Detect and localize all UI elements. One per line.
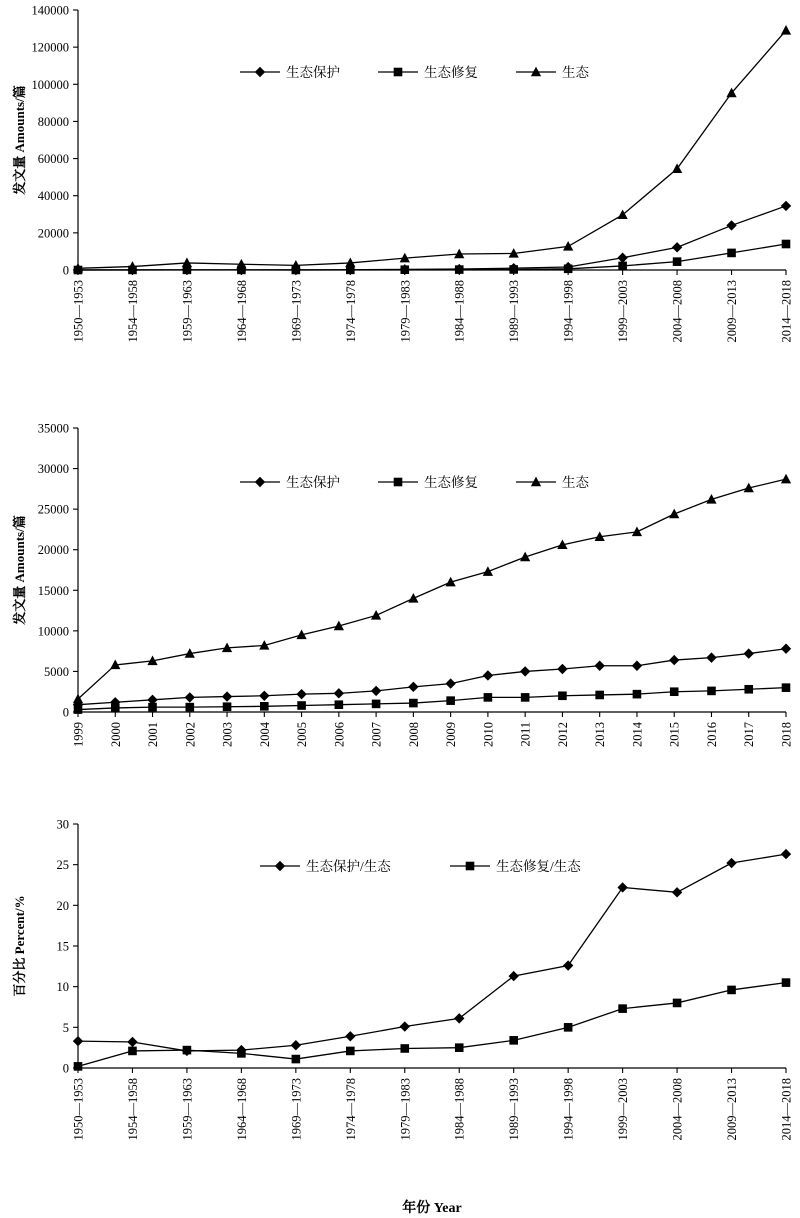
y-tick-label: 30000 bbox=[37, 462, 69, 477]
y-tick-label: 60000 bbox=[37, 152, 69, 167]
series-1-point bbox=[334, 688, 344, 698]
x-tick-label: 2014—2018 bbox=[779, 1078, 794, 1141]
series-2-point bbox=[292, 1055, 301, 1064]
x-tick-label: 1964—1968 bbox=[234, 1078, 249, 1141]
y-tick-label: 5000 bbox=[44, 664, 69, 679]
x-tick-label: 2012 bbox=[555, 722, 570, 747]
y-tick-label: 25 bbox=[56, 858, 69, 873]
series-1-point bbox=[520, 666, 530, 676]
series-2-point bbox=[260, 702, 269, 711]
series-2-point bbox=[74, 705, 83, 714]
x-tick-label: 1950—1953 bbox=[71, 280, 86, 343]
series-3-point bbox=[781, 474, 791, 484]
series-2-point bbox=[558, 691, 567, 700]
y-tick-label: 20000 bbox=[37, 226, 69, 241]
y-tick-label: 15 bbox=[56, 939, 69, 954]
y-tick-label: 15000 bbox=[37, 583, 69, 598]
x-tick-label: 2009 bbox=[444, 722, 459, 747]
series-2-point bbox=[782, 978, 791, 987]
legend-label-1: 生态保护 bbox=[286, 475, 340, 490]
x-tick-label: 2009—2013 bbox=[725, 280, 740, 343]
x-tick-label: 1984—1988 bbox=[452, 280, 467, 343]
x-tick-label: 1954—1958 bbox=[125, 1078, 140, 1141]
series-1-point bbox=[291, 1040, 301, 1050]
x-tick-label: 2005 bbox=[295, 722, 310, 747]
series-2-point bbox=[618, 1004, 627, 1013]
legend-marker-1 bbox=[255, 67, 265, 77]
series-1-point bbox=[127, 1037, 137, 1047]
series-2-point bbox=[455, 1043, 464, 1052]
x-tick-label: 2008 bbox=[406, 722, 421, 747]
x-tick-label: 2003 bbox=[220, 722, 235, 747]
series-1-point bbox=[296, 689, 306, 699]
chart-a-svg bbox=[0, 0, 800, 410]
legend-marker-2 bbox=[394, 68, 403, 77]
series-2-point bbox=[185, 703, 194, 712]
x-tick-label: 2006 bbox=[332, 722, 347, 747]
legend-label-1: 生态保护 bbox=[286, 65, 340, 80]
x-tick-label: 1974—1978 bbox=[343, 280, 358, 343]
series-2-point bbox=[400, 1044, 409, 1053]
series-line-3 bbox=[78, 479, 786, 699]
x-tick-label: 2017 bbox=[742, 722, 757, 747]
series-1-point bbox=[726, 858, 736, 868]
series-2-point bbox=[509, 1036, 518, 1045]
y-tick-label: 10 bbox=[56, 980, 69, 995]
series-2-point bbox=[446, 696, 455, 705]
x-tick-label: 2001 bbox=[146, 722, 161, 747]
x-tick-label: 2014 bbox=[630, 722, 645, 747]
series-3-point bbox=[182, 258, 192, 268]
chart-panel-a bbox=[0, 0, 800, 410]
series-2-point bbox=[782, 240, 791, 249]
legend-label-3: 生态 bbox=[562, 475, 589, 490]
series-1-point bbox=[617, 253, 627, 263]
x-tick-label: 2000 bbox=[108, 722, 123, 747]
y-tick-label: 40000 bbox=[37, 189, 69, 204]
x-tick-label: 2004 bbox=[257, 722, 272, 747]
series-1-point bbox=[73, 1036, 83, 1046]
series-line-1 bbox=[78, 649, 786, 705]
y-tick-label: 25000 bbox=[37, 502, 69, 517]
legend-marker-1 bbox=[255, 477, 265, 487]
series-2-point bbox=[297, 701, 306, 710]
series-1-point bbox=[672, 887, 682, 897]
y-tick-label: 35000 bbox=[37, 421, 69, 436]
x-tick-label: 2018 bbox=[779, 722, 794, 747]
series-2-point bbox=[782, 683, 791, 692]
x-tick-label: 2013 bbox=[593, 722, 608, 747]
series-2-point bbox=[673, 999, 682, 1008]
y-tick-label: 30 bbox=[56, 817, 69, 832]
x-tick-label: 2011 bbox=[518, 722, 533, 747]
x-tick-label: 1989—1993 bbox=[507, 280, 522, 343]
y-tick-label: 20 bbox=[56, 898, 69, 913]
x-tick-label: 2014—2018 bbox=[779, 280, 794, 343]
legend-label-3: 生态 bbox=[562, 65, 589, 80]
series-1-point bbox=[781, 849, 791, 859]
series-1-point bbox=[706, 652, 716, 662]
series-1-point bbox=[632, 661, 642, 671]
x-tick-label: 1999—2003 bbox=[616, 280, 631, 343]
series-2-point bbox=[670, 687, 679, 696]
series-2-point bbox=[707, 687, 716, 696]
series-2-point bbox=[223, 702, 232, 711]
y-tick-label: 100000 bbox=[31, 77, 69, 92]
x-tick-label: 2007 bbox=[369, 722, 384, 747]
x-tick-label: 2015 bbox=[667, 722, 682, 747]
series-1-point bbox=[259, 691, 269, 701]
series-1-point bbox=[781, 201, 791, 211]
series-2-point bbox=[409, 699, 418, 708]
x-tick-label: 1954—1958 bbox=[125, 280, 140, 343]
series-2-point bbox=[237, 1049, 246, 1058]
chart-c-svg bbox=[0, 810, 800, 1218]
series-2-point bbox=[744, 685, 753, 694]
series-2-point bbox=[727, 249, 736, 258]
series-1-point bbox=[781, 644, 791, 654]
x-axis-title: 年份 Year bbox=[402, 1201, 462, 1216]
y-tick-label: 5 bbox=[62, 1020, 69, 1035]
series-2-point bbox=[673, 257, 682, 266]
y-tick-label: 20000 bbox=[37, 543, 69, 558]
x-tick-label: 1959—1963 bbox=[180, 1078, 195, 1141]
y-axis-title: 发文量 Amounts/篇 bbox=[12, 85, 27, 195]
legend-label-1: 生态保护/生态 bbox=[306, 859, 391, 874]
x-tick-label: 2016 bbox=[704, 722, 719, 747]
series-1-point bbox=[445, 678, 455, 688]
series-line-1 bbox=[78, 854, 786, 1051]
x-tick-label: 1979—1983 bbox=[398, 280, 413, 343]
y-tick-label: 0 bbox=[62, 705, 69, 720]
x-tick-label: 2004—2008 bbox=[670, 280, 685, 343]
series-2-point bbox=[595, 691, 604, 700]
x-tick-label: 1969—1973 bbox=[289, 1078, 304, 1141]
series-1-point bbox=[726, 220, 736, 230]
x-tick-label: 1974—1978 bbox=[343, 1078, 358, 1141]
series-1-point bbox=[222, 691, 232, 701]
x-tick-label: 2002 bbox=[183, 722, 198, 747]
series-2-point bbox=[400, 265, 409, 274]
series-2-point bbox=[148, 703, 157, 712]
x-tick-label: 1964—1968 bbox=[234, 280, 249, 343]
series-1-point bbox=[563, 960, 573, 970]
y-axis-title: 发文量 Amounts/篇 bbox=[12, 515, 27, 625]
series-2-point bbox=[727, 986, 736, 995]
series-2-point bbox=[111, 704, 120, 713]
series-2-point bbox=[335, 700, 344, 709]
series-1-point bbox=[345, 1031, 355, 1041]
series-2-point bbox=[74, 1062, 83, 1071]
series-1-point bbox=[617, 882, 627, 892]
series-1-point bbox=[557, 664, 567, 674]
y-tick-label: 120000 bbox=[31, 40, 69, 55]
series-2-point bbox=[521, 693, 530, 702]
chart-panel-c bbox=[0, 810, 800, 1218]
series-2-point bbox=[618, 262, 627, 271]
legend-label-2: 生态修复/生态 bbox=[496, 859, 581, 874]
series-3-point bbox=[781, 25, 791, 35]
series-2-point bbox=[346, 1047, 355, 1056]
x-tick-label: 1989—1993 bbox=[507, 1078, 522, 1141]
y-tick-label: 140000 bbox=[31, 3, 69, 18]
x-tick-label: 1999—2003 bbox=[616, 1078, 631, 1141]
series-2-point bbox=[372, 700, 381, 709]
legend-marker-2 bbox=[466, 862, 475, 871]
series-1-point bbox=[672, 242, 682, 252]
y-tick-label: 0 bbox=[62, 263, 69, 278]
y-tick-label: 80000 bbox=[37, 114, 69, 129]
legend-marker-1 bbox=[275, 861, 285, 871]
series-2-point bbox=[455, 265, 464, 274]
series-1-point bbox=[594, 661, 604, 671]
series-1-point bbox=[483, 670, 493, 680]
series-line-2 bbox=[78, 688, 786, 710]
y-tick-label: 10000 bbox=[37, 624, 69, 639]
series-3-point bbox=[408, 593, 418, 603]
legend-label-2: 生态修复 bbox=[424, 475, 478, 490]
series-2-point bbox=[484, 693, 493, 702]
series-3-point bbox=[617, 209, 627, 219]
x-tick-label: 1969—1973 bbox=[289, 280, 304, 343]
series-1-point bbox=[371, 686, 381, 696]
x-tick-label: 2009—2013 bbox=[725, 1078, 740, 1141]
x-tick-label: 1994—1998 bbox=[561, 280, 576, 343]
series-1-point bbox=[408, 682, 418, 692]
series-3-point bbox=[483, 566, 493, 576]
series-3-point bbox=[669, 509, 679, 519]
series-2-point bbox=[564, 265, 573, 274]
series-3-point bbox=[632, 526, 642, 536]
series-2-point bbox=[128, 1047, 137, 1056]
series-2-point bbox=[509, 265, 518, 274]
series-2-point bbox=[633, 690, 642, 699]
y-tick-label: 0 bbox=[62, 1061, 69, 1076]
y-axis-title: 百分比 Percent/% bbox=[12, 895, 27, 997]
legend-marker-2 bbox=[394, 478, 403, 487]
x-tick-label: 1950—1953 bbox=[71, 1078, 86, 1141]
series-2-point bbox=[183, 1046, 192, 1055]
series-1-point bbox=[400, 1021, 410, 1031]
x-tick-label: 1959—1963 bbox=[180, 280, 195, 343]
series-1-point bbox=[669, 655, 679, 665]
series-1-point bbox=[185, 692, 195, 702]
chart-panel-b bbox=[0, 410, 800, 810]
chart-b-svg bbox=[0, 410, 800, 810]
legend-label-2: 生态修复 bbox=[424, 65, 478, 80]
x-tick-label: 2010 bbox=[481, 722, 496, 747]
x-tick-label: 1994—1998 bbox=[561, 1078, 576, 1141]
x-tick-label: 1984—1988 bbox=[452, 1078, 467, 1141]
x-tick-label: 2004—2008 bbox=[670, 1078, 685, 1141]
series-2-point bbox=[564, 1023, 573, 1032]
x-tick-label: 1999 bbox=[71, 722, 86, 747]
series-1-point bbox=[744, 648, 754, 658]
x-tick-label: 1979—1983 bbox=[398, 1078, 413, 1141]
series-3-point bbox=[371, 610, 381, 620]
series-3-point bbox=[563, 241, 573, 251]
